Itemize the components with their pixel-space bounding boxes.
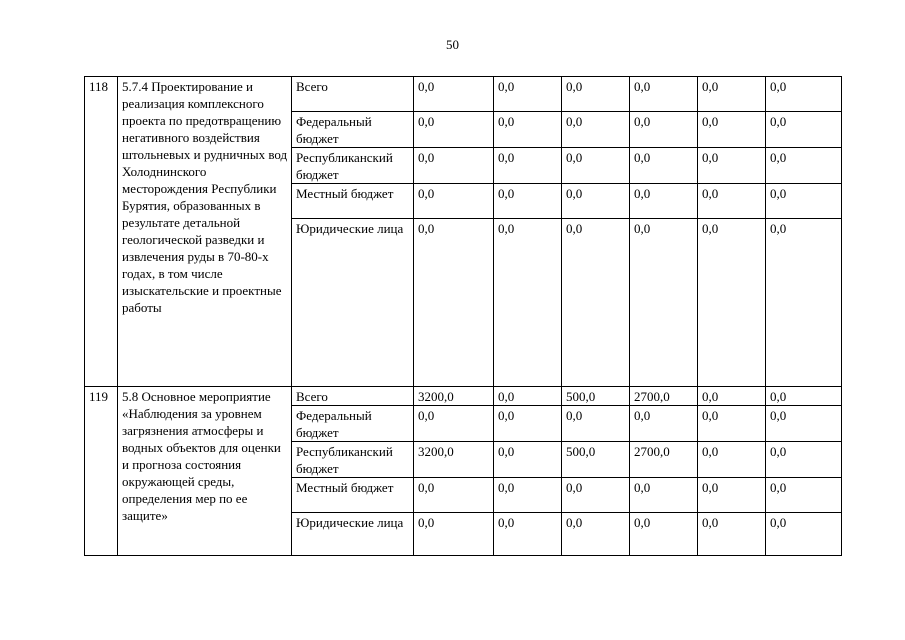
page-number: 50	[446, 37, 459, 52]
value-cell: 0,0	[766, 513, 842, 556]
value-cell: 0,0	[630, 513, 698, 556]
value-cell: 0,0	[630, 406, 698, 442]
value-cell: 0,0	[630, 148, 698, 184]
value-cell: 0,0	[698, 387, 766, 406]
value-cell: 0,0	[766, 112, 842, 148]
budget-table	[84, 76, 842, 556]
value-cell: 0,0	[698, 513, 766, 556]
value-cell: 0,0	[562, 148, 630, 184]
value-cell: 0,0	[494, 219, 562, 387]
row-number: 119	[85, 387, 118, 556]
funding-source: Местный бюджет	[292, 478, 414, 513]
value-cell: 0,0	[414, 219, 494, 387]
value-cell: 0,0	[414, 112, 494, 148]
table-row	[85, 77, 842, 112]
value-cell: 0,0	[766, 148, 842, 184]
funding-source: Всего	[292, 77, 414, 112]
value-cell: 0,0	[630, 77, 698, 112]
funding-source: Республиканский бюджет	[292, 148, 414, 184]
value-cell: 0,0	[414, 148, 494, 184]
value-cell: 0,0	[562, 219, 630, 387]
value-cell: 500,0	[562, 442, 630, 478]
value-cell: 2700,0	[630, 442, 698, 478]
value-cell: 500,0	[562, 387, 630, 406]
value-cell: 3200,0	[414, 387, 494, 406]
value-cell: 0,0	[414, 184, 494, 219]
value-cell: 0,0	[562, 184, 630, 219]
value-cell: 0,0	[494, 112, 562, 148]
value-cell: 0,0	[698, 442, 766, 478]
value-cell: 0,0	[414, 406, 494, 442]
funding-source: Федеральный бюджет	[292, 112, 414, 148]
value-cell: 0,0	[414, 77, 494, 112]
value-cell: 0,0	[562, 77, 630, 112]
value-cell: 0,0	[494, 478, 562, 513]
value-cell: 0,0	[766, 406, 842, 442]
measure-name: 5.8 Основное мероприятие «Наблюдения за уровнем загрязнения атмосферы и водных объектов для оценки и прогноза состояния окружающей среды, определения мер по ее защите»	[118, 387, 292, 556]
table-row	[85, 387, 842, 406]
funding-source: Всего	[292, 387, 414, 406]
value-cell: 0,0	[414, 513, 494, 556]
value-cell: 0,0	[494, 442, 562, 478]
value-cell: 0,0	[494, 513, 562, 556]
value-cell: 0,0	[766, 184, 842, 219]
value-cell: 0,0	[698, 77, 766, 112]
value-cell: 0,0	[766, 478, 842, 513]
value-cell: 0,0	[630, 184, 698, 219]
value-cell: 0,0	[630, 112, 698, 148]
value-cell: 0,0	[766, 387, 842, 406]
value-cell: 0,0	[698, 148, 766, 184]
row-number: 118	[85, 77, 118, 387]
value-cell: 0,0	[766, 219, 842, 387]
value-cell: 0,0	[562, 513, 630, 556]
funding-source: Юридические лица	[292, 513, 414, 556]
measure-name: 5.7.4 Проектирование и реализация комплексного проекта по предотвращению негативного воздействия штольневых и рудничных вод Холоднинского месторождения Республики Бурятия, образованных в результате детальной геологической разведки и извлечения руды в 70-80-х годах, в том числе изыскательские и проектные работы	[118, 77, 292, 387]
value-cell: 0,0	[414, 478, 494, 513]
value-cell: 2700,0	[630, 387, 698, 406]
value-cell: 0,0	[494, 148, 562, 184]
funding-source: Республиканский бюджет	[292, 442, 414, 478]
value-cell: 0,0	[562, 112, 630, 148]
value-cell: 0,0	[698, 112, 766, 148]
funding-source: Юридические лица	[292, 219, 414, 387]
value-cell: 0,0	[494, 387, 562, 406]
value-cell: 0,0	[698, 478, 766, 513]
value-cell: 0,0	[766, 442, 842, 478]
funding-source: Федеральный бюджет	[292, 406, 414, 442]
value-cell: 0,0	[562, 406, 630, 442]
value-cell: 0,0	[630, 219, 698, 387]
funding-source: Местный бюджет	[292, 184, 414, 219]
value-cell: 0,0	[494, 77, 562, 112]
value-cell: 0,0	[630, 478, 698, 513]
value-cell: 0,0	[698, 406, 766, 442]
value-cell: 0,0	[698, 219, 766, 387]
value-cell: 0,0	[698, 184, 766, 219]
value-cell: 0,0	[562, 478, 630, 513]
value-cell: 0,0	[494, 184, 562, 219]
value-cell: 0,0	[494, 406, 562, 442]
value-cell: 0,0	[766, 77, 842, 112]
value-cell: 3200,0	[414, 442, 494, 478]
